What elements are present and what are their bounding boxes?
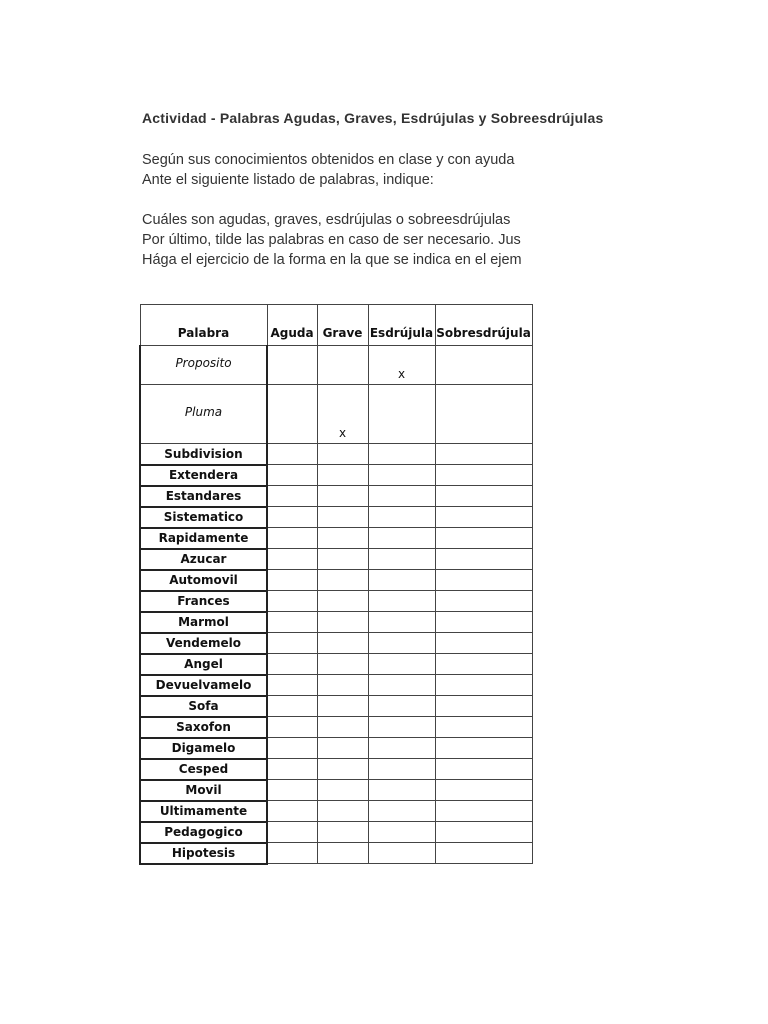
answer-cell[interactable] [435, 780, 532, 801]
answer-cell[interactable] [435, 675, 532, 696]
answer-cell[interactable] [368, 612, 435, 633]
answer-cell[interactable] [267, 822, 317, 843]
word-cell: Sistematico [140, 507, 267, 528]
answer-cell[interactable] [368, 780, 435, 801]
word-cell: Movil [140, 780, 267, 801]
table-row [140, 696, 532, 717]
answer-cell[interactable] [435, 801, 532, 822]
answer-cell[interactable] [317, 780, 368, 801]
answer-cell[interactable] [317, 654, 368, 675]
answer-cell[interactable] [368, 465, 435, 486]
word-cell: Marmol [140, 612, 267, 633]
mark-cell[interactable] [368, 385, 435, 444]
word-cell: Vendemelo [140, 633, 267, 654]
mark-cell[interactable] [267, 346, 317, 385]
table-row [140, 591, 532, 612]
example-word: Pluma [140, 385, 267, 444]
example-row [140, 385, 532, 444]
answer-cell[interactable] [435, 444, 532, 465]
answer-cell[interactable] [368, 570, 435, 591]
answer-cell[interactable] [435, 633, 532, 654]
answer-cell[interactable] [368, 507, 435, 528]
answer-cell[interactable] [317, 549, 368, 570]
answer-cell[interactable] [267, 612, 317, 633]
instruction-line: Cuáles son agudas, graves, esdrújulas o sobreesdrújulas [142, 212, 511, 228]
answer-cell[interactable] [267, 591, 317, 612]
answer-cell[interactable] [317, 675, 368, 696]
answer-cell[interactable] [368, 486, 435, 507]
example-row [140, 346, 532, 385]
answer-cell[interactable] [267, 507, 317, 528]
header-sobresdrujula: Sobresdrújula [435, 305, 532, 346]
table-row [140, 570, 532, 591]
answer-cell[interactable] [317, 444, 368, 465]
instruction-line: Hága el ejercicio de la forma en la que se indica en el ejem [142, 252, 522, 268]
answer-cell[interactable] [267, 696, 317, 717]
word-cell: Sofa [140, 696, 267, 717]
answer-cell[interactable] [317, 465, 368, 486]
mark-cell[interactable] [435, 385, 532, 444]
answer-cell[interactable] [267, 759, 317, 780]
instruction-line: Según sus conocimientos obtenidos en clase y con ayuda [142, 152, 515, 168]
mark-cell[interactable]: x [317, 385, 368, 444]
header-esdrujula: Esdrújula [368, 305, 435, 346]
word-cell: Saxofon [140, 717, 267, 738]
answer-cell[interactable] [267, 843, 317, 864]
answer-cell[interactable] [317, 633, 368, 654]
word-cell: Subdivision [140, 444, 267, 465]
answer-cell[interactable] [435, 654, 532, 675]
table-row [140, 633, 532, 654]
table-row [140, 507, 532, 528]
word-cell: Ultimamente [140, 801, 267, 822]
table-row [140, 528, 532, 549]
answer-cell[interactable] [368, 759, 435, 780]
word-cell: Rapidamente [140, 528, 267, 549]
mark-cell[interactable] [317, 346, 368, 385]
table-row [140, 801, 532, 822]
table-row [140, 612, 532, 633]
answer-cell[interactable] [368, 822, 435, 843]
table-row [140, 780, 532, 801]
word-cell: Digamelo [140, 738, 267, 759]
answer-cell[interactable] [368, 654, 435, 675]
answer-cell[interactable] [368, 633, 435, 654]
answer-cell[interactable] [368, 717, 435, 738]
answer-cell[interactable] [435, 717, 532, 738]
answer-cell[interactable] [435, 759, 532, 780]
answer-cell[interactable] [368, 843, 435, 864]
answer-cell[interactable] [267, 654, 317, 675]
table-row [140, 822, 532, 843]
answer-cell[interactable] [435, 612, 532, 633]
answer-cell[interactable] [267, 549, 317, 570]
answer-cell[interactable] [317, 591, 368, 612]
words-table [139, 304, 533, 865]
word-cell: Pedagogico [140, 822, 267, 843]
answer-cell[interactable] [435, 822, 532, 843]
answer-cell[interactable] [317, 738, 368, 759]
answer-cell[interactable] [317, 507, 368, 528]
answer-cell[interactable] [267, 444, 317, 465]
answer-cell[interactable] [267, 633, 317, 654]
answer-cell[interactable] [267, 738, 317, 759]
answer-cell[interactable] [435, 738, 532, 759]
answer-cell[interactable] [267, 717, 317, 738]
activity-title: Actividad - Palabras Agudas, Graves, Esdrújulas y Sobreesdrújulas [142, 110, 604, 126]
word-cell: Angel [140, 654, 267, 675]
answer-cell[interactable] [435, 465, 532, 486]
answer-cell[interactable] [267, 465, 317, 486]
answer-cell[interactable] [368, 801, 435, 822]
word-cell: Automovil [140, 570, 267, 591]
answer-cell[interactable] [267, 528, 317, 549]
word-cell: Frances [140, 591, 267, 612]
table-row [140, 759, 532, 780]
answer-cell[interactable] [368, 696, 435, 717]
answer-cell[interactable] [317, 696, 368, 717]
answer-cell[interactable] [317, 612, 368, 633]
word-cell: Hipotesis [140, 843, 267, 864]
answer-cell[interactable] [368, 591, 435, 612]
word-cell: Cesped [140, 759, 267, 780]
table-header-row [140, 305, 532, 346]
word-cell: Estandares [140, 486, 267, 507]
header-grave: Grave [317, 305, 368, 346]
answer-cell[interactable] [317, 801, 368, 822]
answer-cell[interactable] [267, 801, 317, 822]
answer-cell[interactable] [267, 486, 317, 507]
answer-cell[interactable] [317, 822, 368, 843]
word-cell: Extendera [140, 465, 267, 486]
answer-cell[interactable] [317, 717, 368, 738]
answer-cell[interactable] [435, 507, 532, 528]
answer-cell[interactable] [317, 759, 368, 780]
mark-cell[interactable] [435, 346, 532, 385]
answer-cell[interactable] [435, 486, 532, 507]
mark-cell[interactable] [267, 385, 317, 444]
word-cell: Azucar [140, 549, 267, 570]
answer-cell[interactable] [368, 738, 435, 759]
answer-cell[interactable] [368, 675, 435, 696]
instruction-line: Por último, tilde las palabras en caso de ser necesario. Jus [142, 232, 521, 248]
example-word: Proposito [140, 346, 267, 385]
answer-cell[interactable] [368, 549, 435, 570]
table-row [140, 843, 532, 864]
header-aguda: Aguda [267, 305, 317, 346]
table-row [140, 738, 532, 759]
answer-cell[interactable] [317, 528, 368, 549]
table-row [140, 465, 532, 486]
answer-cell[interactable] [267, 780, 317, 801]
table-row [140, 654, 532, 675]
table-row [140, 444, 532, 465]
word-cell: Devuelvamelo [140, 675, 267, 696]
answer-cell[interactable] [435, 843, 532, 864]
answer-cell[interactable] [435, 696, 532, 717]
table-row [140, 549, 532, 570]
answer-cell[interactable] [435, 528, 532, 549]
header-palabra: Palabra [140, 305, 267, 346]
instruction-line: Ante el siguiente listado de palabras, indique: [142, 172, 434, 188]
answer-cell[interactable] [368, 528, 435, 549]
answer-cell[interactable] [435, 570, 532, 591]
answer-cell[interactable] [368, 444, 435, 465]
table-row [140, 675, 532, 696]
answer-cell[interactable] [435, 549, 532, 570]
answer-cell[interactable] [317, 570, 368, 591]
mark-cell[interactable]: x [368, 346, 435, 385]
answer-cell[interactable] [435, 591, 532, 612]
table-row [140, 717, 532, 738]
answer-cell[interactable] [317, 843, 368, 864]
table-row [140, 486, 532, 507]
answer-cell[interactable] [317, 486, 368, 507]
answer-cell[interactable] [267, 675, 317, 696]
answer-cell[interactable] [267, 570, 317, 591]
